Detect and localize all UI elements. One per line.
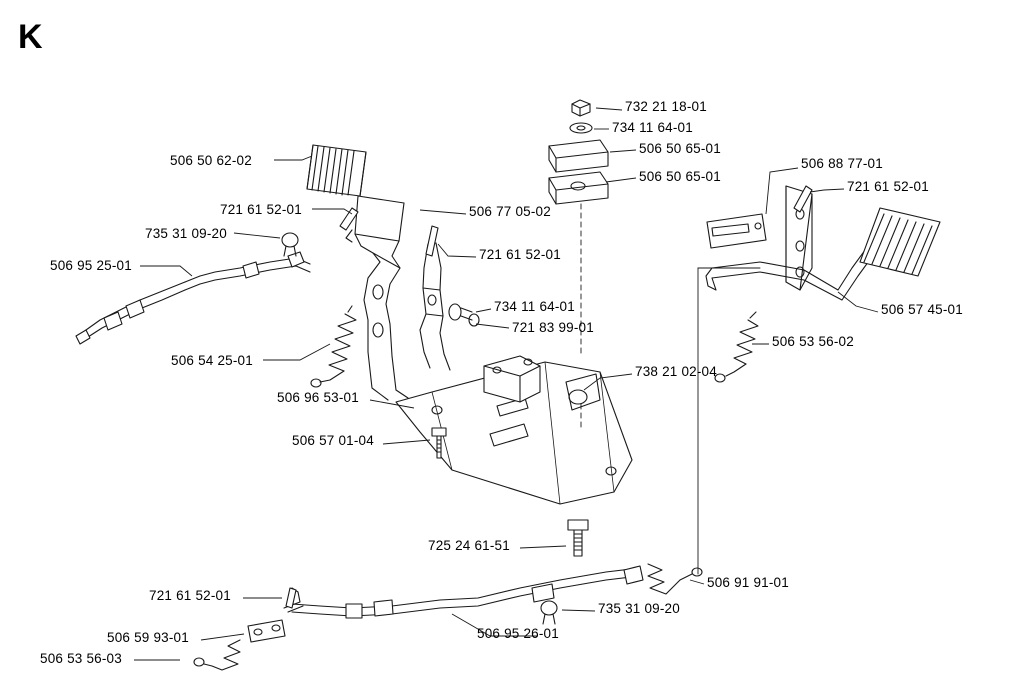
callout-506-91-91-01: 506 91 91-01: [707, 575, 789, 590]
callout-735-31-09-20-b: 735 31 09-20: [598, 601, 680, 616]
right-leader-line: [698, 268, 760, 574]
callout-721-61-52-01-d: 721 61 52-01: [149, 588, 231, 603]
callout-735-31-09-20-a: 735 31 09-20: [145, 226, 227, 241]
right-bracket: [786, 186, 812, 290]
right-pedal-pad: [860, 208, 940, 276]
callout-506-54-25-01: 506 54 25-01: [171, 353, 253, 368]
left-spring: [311, 306, 356, 387]
right-bracket-plate: [707, 214, 766, 248]
callout-506-96-53-01: 506 96 53-01: [277, 390, 359, 405]
callout-506-53-56-02: 506 53 56-02: [772, 334, 854, 349]
callout-506-53-56-03: 506 53 56-03: [40, 651, 122, 666]
callout-506-57-01-04: 506 57 01-04: [292, 433, 374, 448]
callout-732-21-18-01: 732 21 18-01: [625, 99, 707, 114]
callout-721-61-52-01-c: 721 61 52-01: [847, 179, 929, 194]
callout-721-61-52-01-a: 721 61 52-01: [220, 202, 302, 217]
pin-734-11-64-01: [449, 304, 479, 326]
callout-506-77-05-02: 506 77 05-02: [469, 204, 551, 219]
callout-506-95-26-01: 506 95 26-01: [477, 626, 559, 641]
bolt-mid-left: [426, 226, 438, 256]
callout-506-50-62-02: 506 50 62-02: [170, 153, 252, 168]
callout-734-11-64-01-a: 734 11 64-01: [494, 299, 575, 314]
left-pedal-pad: [307, 145, 366, 196]
callout-721-83-99-01: 721 83 99-01: [512, 320, 594, 335]
callout-738-21-02-04: 738 21 02-04: [635, 364, 717, 379]
callout-506-50-65-01-a: 506 50 65-01: [639, 141, 721, 156]
callout-721-61-52-01-b: 721 61 52-01: [479, 247, 561, 262]
pedal-lever-small: [420, 243, 450, 370]
callout-725-24-61-51: 725 24 61-51: [428, 538, 510, 553]
callout-506-59-93-01: 506 59 93-01: [107, 630, 189, 645]
left-cable: [76, 233, 310, 344]
callout-506-95-25-01: 506 95 25-01: [50, 258, 132, 273]
bolt-725-24-61-51: [568, 520, 588, 556]
section-letter: K: [18, 18, 44, 56]
left-pedal-arm: [355, 196, 408, 400]
clip-bottom: [541, 601, 557, 624]
clip-735-31-09-20: [282, 233, 298, 256]
bottom-cable: [194, 564, 702, 670]
callout-506-88-77-01: 506 88 77-01: [801, 156, 883, 171]
callout-734-11-64-01-b: 734 11 64-01: [612, 120, 693, 135]
callout-506-57-45-01: 506 57 45-01: [881, 302, 963, 317]
right-spring: [715, 312, 758, 382]
top-stack: [549, 100, 608, 204]
callout-506-50-65-01-b: 506 50 65-01: [639, 169, 721, 184]
